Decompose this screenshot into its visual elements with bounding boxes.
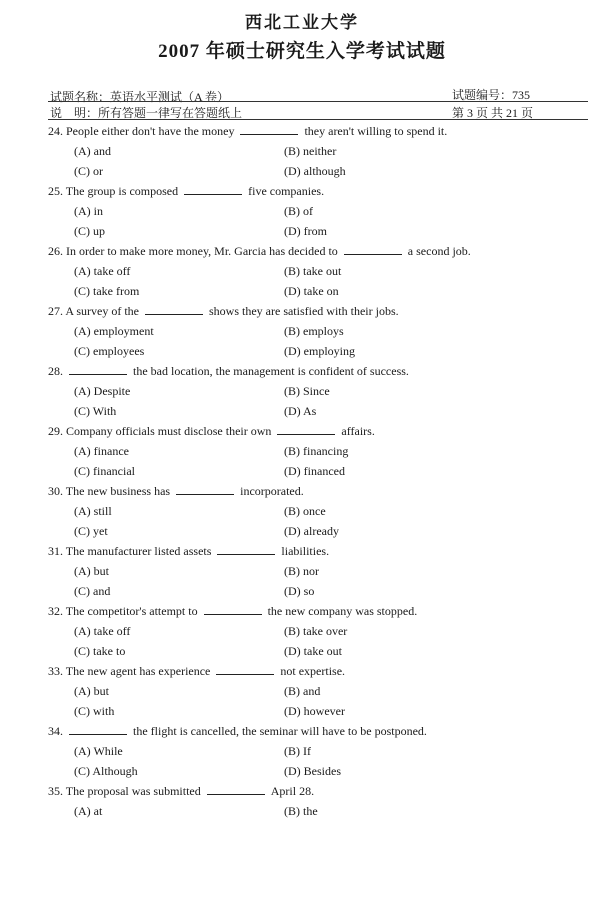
option-a: (A) at (74, 804, 103, 818)
answer-blank (216, 664, 274, 675)
option-c: (C) Although (74, 764, 138, 778)
option-d: (D) financed (284, 464, 345, 478)
answer-blank (145, 304, 203, 315)
option-a: (A) still (74, 504, 112, 518)
option-b: (B) once (284, 504, 326, 518)
option-a: (A) but (74, 564, 109, 578)
option-d: (D) so (284, 584, 315, 598)
question-stem: 31. The manufacturer listed assets liabilities. (48, 544, 330, 558)
option-b: (B) and (284, 684, 321, 698)
option-a: (A) but (74, 684, 109, 698)
answer-blank (207, 784, 265, 795)
answer-blank (69, 364, 127, 375)
option-b: (B) If (284, 744, 311, 758)
option-b: (B) nor (284, 564, 319, 578)
answer-blank (184, 184, 242, 195)
option-c: (C) yet (74, 524, 108, 538)
question-27 (48, 301, 568, 361)
option-a: (A) take off (74, 624, 131, 638)
option-b: (B) of (284, 204, 313, 218)
answer-blank (240, 124, 298, 135)
question-stem: 34. the flight is cancelled, the seminar will have to be postponed. (48, 724, 427, 738)
option-d: (D) although (284, 164, 346, 178)
option-c: (C) take from (74, 284, 140, 298)
option-c: (C) or (74, 164, 103, 178)
question-stem: 32. The competitor's attempt to the new company was stopped. (48, 604, 418, 618)
option-c: (C) up (74, 224, 105, 238)
option-c: (C) with (74, 704, 115, 718)
option-d: (D) take out (284, 644, 342, 658)
question-32 (48, 601, 568, 661)
option-d: (D) As (284, 404, 317, 418)
question-stem: 33. The new agent has experience not expertise. (48, 664, 346, 678)
question-list (48, 121, 568, 821)
option-a: (A) take off (74, 264, 131, 278)
header-divider-bottom (48, 119, 588, 120)
option-a: (A) and (74, 144, 111, 158)
option-a: (A) Despite (74, 384, 131, 398)
option-c: (C) take to (74, 644, 126, 658)
option-b: (B) the (284, 804, 318, 818)
question-stem: 27. A survey of the shows they are satisfied with their jobs. (48, 304, 399, 318)
question-34 (48, 721, 568, 781)
question-stem: 30. The new business has incorporated. (48, 484, 304, 498)
question-stem: 29. Company officials must disclose their own affairs. (48, 424, 375, 438)
page-number-label: 第 3 页 共 21 页 (452, 106, 534, 120)
question-stem: 24. People either don't have the money they aren't willing to spend it. (48, 124, 448, 138)
option-c: (C) financial (74, 464, 135, 478)
answer-blank (176, 484, 234, 495)
answer-blank (344, 244, 402, 255)
university-name: 西北工业大学 (245, 13, 359, 32)
question-stem: 25. The group is composed five companies. (48, 184, 325, 198)
question-28 (48, 361, 568, 421)
question-33 (48, 661, 568, 721)
question-24 (48, 121, 568, 181)
question-stem: 26. In order to make more money, Mr. Garcia has decided to a second job. (48, 244, 471, 258)
option-c: (C) With (74, 404, 117, 418)
question-stem: 35. The proposal was submitted April 28. (48, 784, 315, 798)
option-a: (A) While (74, 744, 123, 758)
question-29 (48, 421, 568, 481)
answer-blank (204, 604, 262, 615)
option-b: (B) employs (284, 324, 344, 338)
option-b: (B) take out (284, 264, 342, 278)
option-a: (A) in (74, 204, 103, 218)
option-d: (D) employing (284, 344, 355, 358)
option-d: (D) already (284, 524, 339, 538)
answer-blank (69, 724, 127, 735)
option-d: (D) however (284, 704, 345, 718)
option-b: (B) Since (284, 384, 330, 398)
option-a: (A) finance (74, 444, 129, 458)
exam-title: 2007 年硕士研究生入学考试试题 (158, 41, 446, 62)
question-25 (48, 181, 568, 241)
option-d: (D) Besides (284, 764, 341, 778)
instruction-note: 说 明：所有答题一律写在答题纸上 (50, 106, 243, 120)
question-35 (48, 781, 568, 821)
option-b: (B) financing (284, 444, 349, 458)
option-b: (B) take over (284, 624, 348, 638)
option-b: (B) neither (284, 144, 337, 158)
option-a: (A) employment (74, 324, 154, 338)
option-d: (D) take on (284, 284, 339, 298)
subject-label: 试题名称：英语水平测试（A 卷） (50, 90, 230, 104)
exam-code-label: 试题编号：735 (452, 88, 531, 102)
option-c: (C) employees (74, 344, 145, 358)
option-c: (C) and (74, 584, 111, 598)
header-divider (48, 101, 588, 102)
answer-blank (217, 544, 275, 555)
question-26 (48, 241, 568, 301)
answer-blank (277, 424, 335, 435)
question-31 (48, 541, 568, 601)
question-30 (48, 481, 568, 541)
option-d: (D) from (284, 224, 327, 238)
question-stem: 28. the bad location, the management is confident of success. (48, 364, 409, 378)
